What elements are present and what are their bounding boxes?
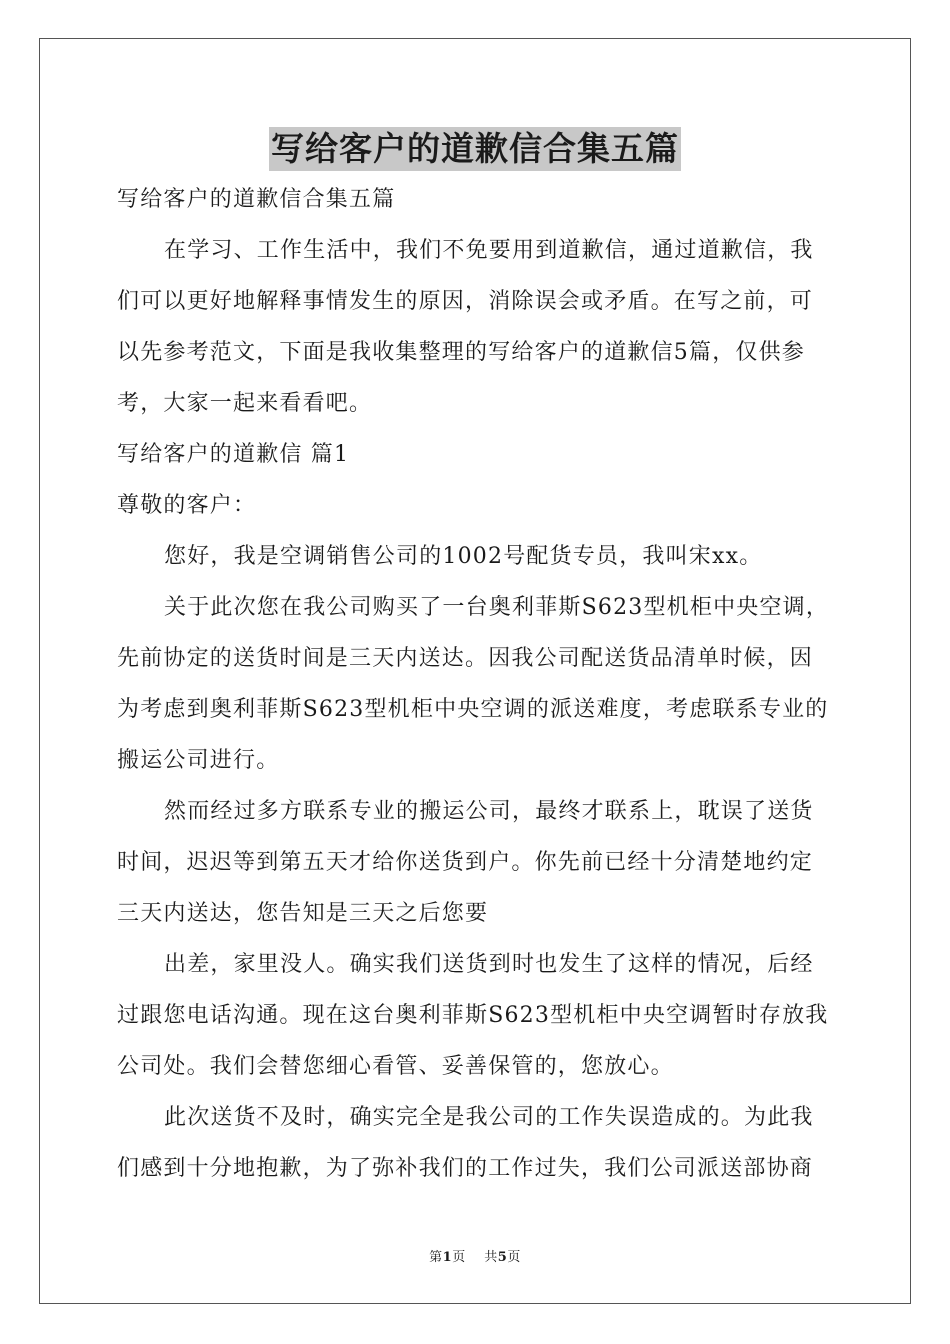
paragraph-subtitle: 写给客户的道歉信合集五篇 (117, 187, 396, 212)
paragraph-purchase: 关于此次您在我公司购买了一台奥利菲斯S623型机柜中央空调，先前协定的送货时间是三天内送达。因我公司配送货品清单时候，因为考虑到奥利菲斯S623型机柜中央空调的派送难度，考虑联系专业的搬运公司进行。 (117, 595, 830, 773)
section-heading: 写给客户的道歉信 篇1 (117, 442, 350, 467)
paragraph-delay: 然而经过多方联系专业的搬运公司，最终才联系上，耽误了送货时间，迟迟等到第五天才给你送货到户。你先前已经十分清楚地约定三天内送达，您告知是三天之后您要 (117, 799, 814, 926)
document-body (117, 174, 833, 1194)
footer-page-unit: 页 (452, 1250, 466, 1265)
footer-total-number: 5 (497, 1250, 508, 1265)
footer-page-number: 1 (442, 1250, 453, 1265)
footer-page-prefix: 第 (429, 1250, 443, 1265)
paragraph-apology: 此次送货不及时，确实完全是我公司的工作失误造成的。为此我们感到十分地抱歉，为了弥补我们的工作过失，我们公司派送部协商 (117, 1105, 814, 1181)
salutation: 尊敬的客户： (117, 493, 257, 518)
paragraph-intro: 在学习、工作生活中，我们不免要用到道歉信，通过道歉信，我们可以更好地解释事情发生的原因，消除误会或矛盾。在写之前，可以先参考范文，下面是我收集整理的写给客户的道歉信5篇，仅供参考，大家一起来看看吧。 (117, 238, 814, 416)
footer-total-prefix: 共 (484, 1250, 498, 1265)
page-footer (0, 1246, 950, 1265)
title-container (0, 127, 950, 171)
paragraph-greeting: 您好，我是空调销售公司的1002号配货专员，我叫宋xx。 (164, 544, 763, 569)
paragraph-storage: 出差，家里没人。确实我们送货到时也发生了这样的情况，后经过跟您电话沟通。现在这台奥利菲斯S623型机柜中央空调暂时存放我公司处。我们会替您细心看管、妥善保管的，您放心。 (117, 952, 829, 1079)
document-title: 写给客户的道歉信合集五篇 (269, 127, 681, 171)
footer-total-unit: 页 (507, 1250, 521, 1265)
